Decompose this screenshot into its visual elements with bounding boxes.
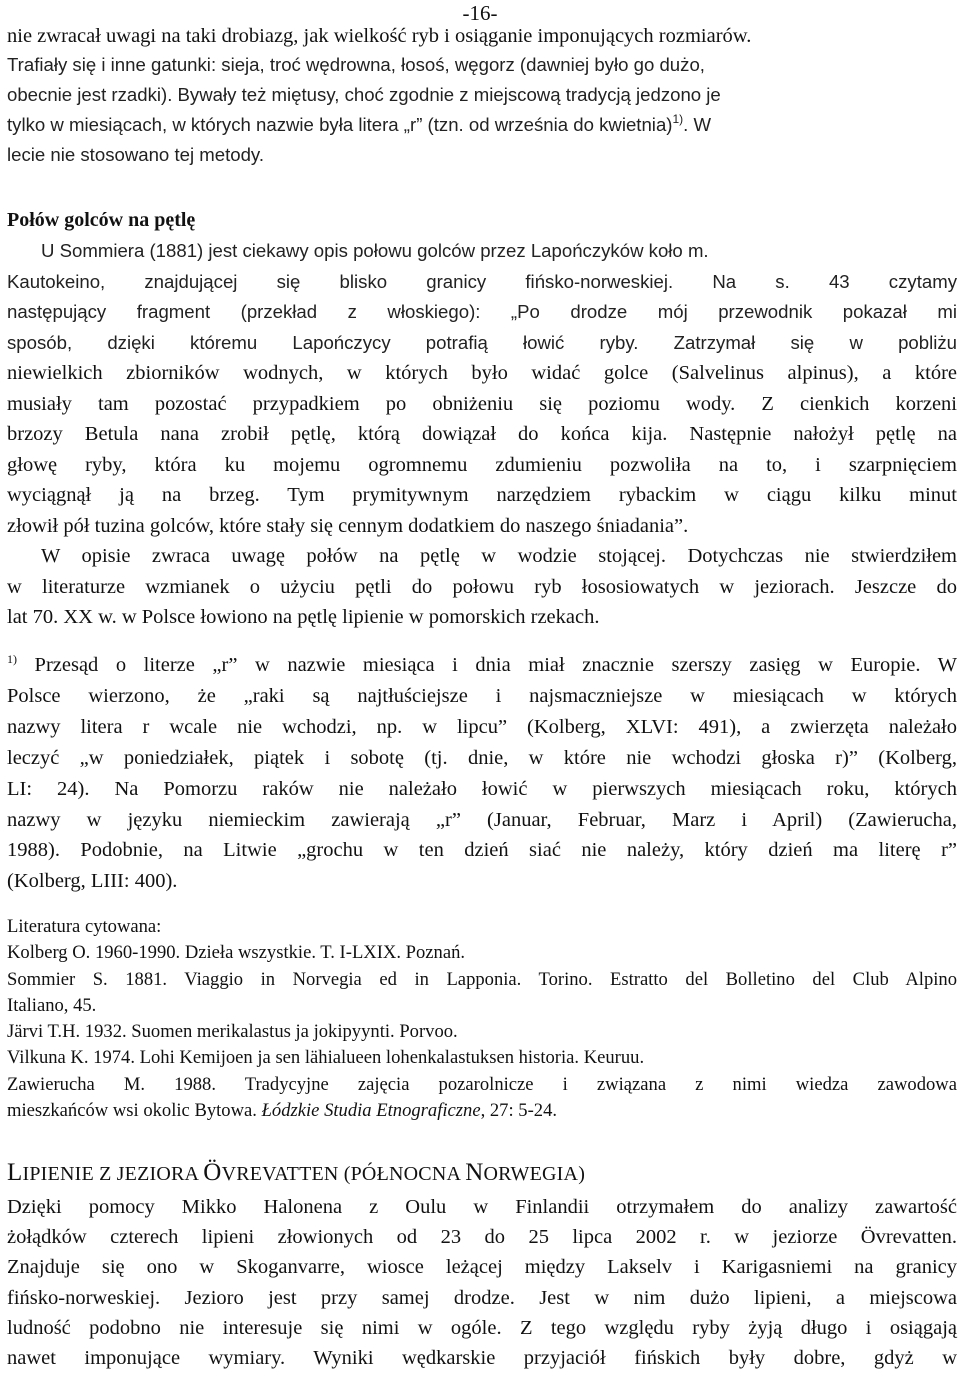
text-line: LI: 24). Na Pomorzu raków nie należało łowić w pierwszych miesiącach roku, których bbox=[7, 777, 957, 800]
text-line: Dzięki pomocy Mikko Halonena z Oulu w Finlandii otrzymałem do analizy zawartość bbox=[7, 1196, 957, 1218]
reference-item: Vilkuna K. 1974. Lohi Kemijoen ja sen lähialueen lohenkalastuksen historia. Keuruu. bbox=[7, 1047, 645, 1069]
section2-body bbox=[7, 1192, 957, 1373]
text-line: w literaturze wzmianek o użyciu pętli do połowu ryb łososiowatych w jeziorach. Jeszcze do bbox=[7, 575, 957, 598]
text-line: leczyć „w poniedziałek, piątek i sobotę (tj. dnie, w które nie wchodzi głoska r)” (Kolberg, bbox=[7, 746, 957, 769]
text-line: nazwy w języku niemieckim zawierają „r” (Januar, Februar, Marz i April) (Zawierucha, bbox=[7, 808, 957, 831]
text-line: Znajduje się ono w Skoganvarre, wiosce leżącej między Lakselv i Karigasniemi na granicy bbox=[7, 1256, 957, 1279]
text-line: brzozy Betula nana zrobił pętlę, którą dowiązał do końca kija. Następnie nałożył pętlę na bbox=[7, 423, 957, 445]
section-heading-large: LIPIENIE Z JEZIORA ÖVREVATTEN (PÓŁNOCNA NORWEGIA) bbox=[7, 1159, 586, 1186]
text-line: głowę ryby, która ku mojemu ogromnemu zdumieniu pozwoliła na to, i szarpnięciem bbox=[7, 453, 957, 476]
references-title: Literatura cytowana: bbox=[7, 916, 162, 937]
text-line: obecnie jest rzadki). Bywały też miętusy, choć zgodnie z miejscową tradycją jedzono je bbox=[7, 84, 721, 105]
text-line: fińsko-norweskiej. Jezioro jest przy samej drodze. Jest w nim dużo lipieni, a miejscowa bbox=[7, 1286, 957, 1309]
text-line: następujący fragment (przekład z włoskiego): „Po drodze mój przewodnik pokazał mi bbox=[7, 301, 957, 322]
text-line: złowił pół tuzina golców, które stały się cennym dodatkiem do naszego śniadania”. bbox=[7, 514, 689, 537]
text-line: Trafiały się i inne gatunki: sieja, troć wędrowna, łosoś, węgorz (dawniej było go dużo, bbox=[7, 54, 705, 75]
text-line: 1988). Podobnie, na Litwie „grochu w ten dzień siać nie należy, który dzień ma literę r” bbox=[7, 839, 957, 862]
text-line: żołądków czterech lipieni złowionych od 23 do 25 lipca 2002 r. w jeziorze Övrevatten. bbox=[7, 1226, 957, 1249]
intro-paragraph bbox=[7, 23, 957, 170]
text-line: niewielkich zbiorników wodnych, w których było widać golce (Salvelinus alpinus), a które bbox=[7, 362, 957, 384]
reference-item: Zawierucha M. 1988. Tradycyjne zajęcia pozarolnicze i związana z nimi wiedza zawodowa bbox=[7, 1073, 957, 1095]
footnote-ref: 1) bbox=[672, 112, 684, 126]
text-line: nie zwracał uwagi na taki drobiazg, jak wielkość ryb i osiąganie imponujących rozmiarów. bbox=[7, 25, 752, 47]
reference-item-cont: mieszkańców wsi okolic Bytowa. Łódzkie Studia Etnograficzne, 27: 5-24. bbox=[7, 1100, 558, 1122]
text-line: W opisie zwraca uwagę połów na pętlę w wodzie stojącej. Dotychczas nie stwierdziłem bbox=[41, 545, 957, 567]
text-line: lecie nie stosowano tej metody. bbox=[7, 144, 265, 165]
journal-title: Łódzkie Studia Etnograficzne bbox=[261, 1100, 481, 1122]
text-line: nazwy litera r wcale nie wchodzi, np. w lipcu” (Kolberg, XLVI: 491), a zwierzęta należało bbox=[7, 715, 957, 738]
text-line: tylko w miesiącach, w których nazwie była litera „r” (tzn. od września do kwietnia)$^{1)}$. W bbox=[7, 112, 712, 135]
text-line: ludność podobno nie interesuje się nimi w ogóle. Z tego względu ryby żyją długo i osiągają bbox=[7, 1316, 957, 1339]
text-line: Kautokeino, znajdującej się blisko granicy fińsko-norweskiej. Na s. 43 czytamy bbox=[7, 270, 957, 292]
text-line: $^{1)}$ Przesąd o literze „r” w nazwie miesiąca i dnia miał znacznie szerszy zasięg w Europie. W bbox=[7, 652, 957, 676]
references bbox=[7, 914, 957, 1124]
text-line: U Sommiera (1881) jest ciekawy opis połowu golców przez Lapończyków koło m. bbox=[41, 240, 709, 261]
text-line: sposób, dzięki któremu Lapończycy potrafią łowić ryby. Zatrzymał się w pobliżu bbox=[7, 331, 957, 353]
reference-item: Kolberg O. 1960-1990. Dzieła wszystkie. T. I-LXIX. Poznań. bbox=[7, 942, 466, 964]
text-line: (Kolberg, LIII: 400). bbox=[7, 870, 178, 893]
footnote bbox=[7, 650, 957, 897]
section1-body bbox=[7, 236, 957, 633]
footnote-marker: 1) bbox=[7, 652, 17, 666]
text-line: musiały tam pozostać przypadkiem po obniżeniu się poziomu wody. Z cienkich korzeni bbox=[7, 392, 957, 415]
text-line: lat 70. XX w. w Polsce łowiono na pętlę lipienie w pomorskich rzekach. bbox=[7, 606, 600, 628]
text-line: nawet imponujące wymiary. Wyniki wędkarskie przyjaciół fińskich były dobre, gdyż w bbox=[7, 1347, 957, 1370]
section-heading: Połów golców na pętlę bbox=[7, 209, 196, 231]
reference-item-cont: Italiano, 45. bbox=[7, 994, 97, 1016]
reference-item: Järvi T.H. 1932. Suomen merikalastus ja jokipyynti. Porvoo. bbox=[7, 1021, 458, 1043]
page-number: -16- bbox=[462, 1, 498, 25]
text-line: Polsce wierzono, że „raki są najtłuściejsze i najsmaczniejsze w miesiącach w których bbox=[7, 684, 957, 707]
text-line: wyciągnął ją na brzeg. Tym prymitywnym narzędziem rybackim w ciągu kilku minut bbox=[7, 484, 957, 506]
reference-item: Sommier S. 1881. Viaggio in Norvegia ed in Lapponia. Torino. Estratto del Bolletino del Club Alpino bbox=[7, 968, 957, 990]
